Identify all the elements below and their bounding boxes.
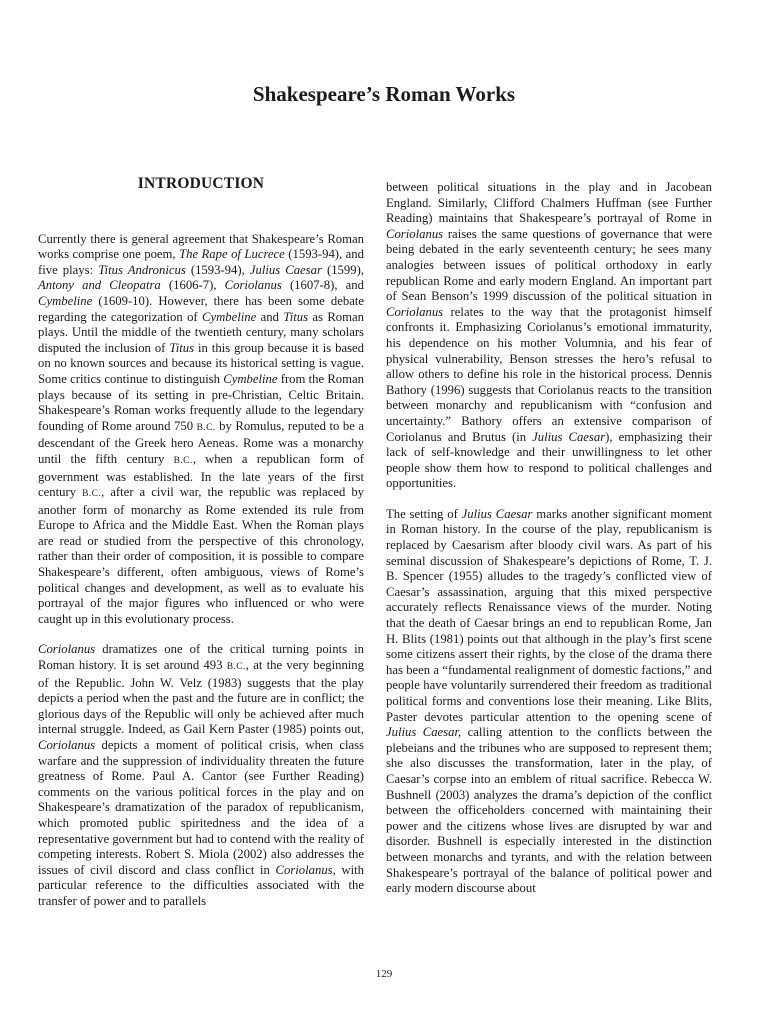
paragraph-3: between political situations in the play and in Jacobean England. Similarly, Clifford Chalmers Huffman (see Further Reading) maintains that Shakespeare’s portrayal of Rome in Coriolanus raises the same questions of governance that were being debated in the early seventeenth century; he sees many analogies between issues of political orthodoxy in early republican Rome and early modern England. An important part of Sean Benson’s 1999 discussion of the political situation in Coriolanus relates to the way that the protagonist himself confronts it. Emphasizing Coriolanus’s emotional immaturity, his dependence on his mother Volumnia, and his fear of physical vulnerability, Benson stresses the hero’s refusal to allow others to define his role in the historical process. Dennis Bathory (1996) suggests that Coriolanus reacts to the transition between monarchy and republicanism with “confusion and uncertainty.” Bathory offers an extensive comparison of Coriolanus and Brutus (in Julius Caesar), emphasizing their lack of self-knowledge and their unwillingness to let other people show them how to respond to political challenges and opportunities.: [386, 180, 713, 491]
right-column: [386, 180, 712, 912]
paragraph-2: Coriolanus dramatizes one of the critical turning points in Roman history. It is set around 493 B.C., at the very beginning of the Republic. John W. Velz (1983) suggests that the play depicts a period when the past and the future are in conflict; the glorious days of the Republic will only be achieved after much internal struggle. Indeed, as Gail Kern Paster (1985) points out, Coriolanus depicts a moment of political crisis, when class warfare and the suppression of individuality threaten the future greatness of Rome. Paul A. Cantor (see Further Reading) comments on the various political forces in the play and on Shakespeare’s dramatization of the paradox of republicanism, which promoted public spiritedness and the idea of a representative government but had to contend with the reality of competing interests. Robert S. Miola (2002) also addresses the issues of civil discord and class conflict in Coriolanus, with particular reference to the difficulties associated with the transfer of power and to parallels: [38, 642, 364, 908]
section-heading: INTRODUCTION: [137, 175, 265, 192]
page-title: Shakespeare’s Roman Works: [252, 82, 516, 106]
paragraph-4: The setting of Julius Caesar marks another significant moment in Roman history. In the course of the play, republicanism is replaced by Caesarism after bloody civil wars. As part of his seminal discussion of Shakespeare’s depictions of Rome, T. J. B. Spencer (1955) alludes to the tragedy’s conflicted view of Caesar’s assassination, arguing that this mixed perspective accurately reflects Renaissance views of the murder. Noting that the death of Caesar brings an end to republican Rome, Jan H. Blits (1981) points out that although in the play’s first scene some citizens assert their rights, by the close of the drama there has been a “fundamental realignment of domestic factions,” and people have voluntarily surrendered their freedom as traditional political forms and conventions lose their meaning. Like Blits, Paster devotes particular attention to the opening scene of Julius Caesar, calling attention to the conflicts between the plebeians and the tribunes who are supposed to represent them; she also discusses the transformation, later in the play, of Caesar’s corpse into an emblem of ritual sacrifice. Rebecca W. Bushnell (2003) analyzes the drama’s depiction of the conflict between the officeholders concerned with maintaining their power and the citizens whose lives are disrupted by war and disorder. Bushnell is especially interested in the distinction between monarchs and tyrants, and with the relation between Shakespeare’s portrayal of the balance of political power and early modern discourse about: [386, 506, 712, 896]
paragraph-1: Currently there is general agreement that Shakespeare’s Roman works comprise one poem, The Rape of Lucrece (1593-94), and five plays: Titus Andronicus (1593-94), Julius Caesar (1599), Antony and Cleopatra (1606-7), Coriolanus (1607-8), and Cymbeline (1609-10). However, there has been some debate regarding the categorization of Cymbeline and Titus as Roman plays. Until the middle of the twentieth century, many scholars disputed the inclusion of Titus in this group because it is based on no known sources and because its historical setting is vague. Some critics continue to distinguish Cymbeline from the Roman plays because of its setting in pre-Christian, Celtic Britain. Shakespeare’s Roman works frequently allude to the legendary founding of Rome around 750 B.C. by Romulus, reputed to be a descendant of the Greek hero Aeneas. Rome was a monarchy until the fifth century B.C., when a republican form of government was established. In the late years of the first century B.C., after a civil war, the republic was replaced by another form of monarchy as Rome extended its rule from Europe to Africa and the Middle East. When the Roman plays are read or studied from the perspective of this chronology, rather than their order of composition, it is possible to compare Shakespeare’s different, often ambiguous, views of Rome’s political changes and development, as well as to evaluate his portrayal of the major figures who influenced or who were caught up in this evolutionary process.: [38, 231, 365, 626]
page-number: 129: [375, 968, 393, 980]
left-column: [38, 176, 364, 925]
